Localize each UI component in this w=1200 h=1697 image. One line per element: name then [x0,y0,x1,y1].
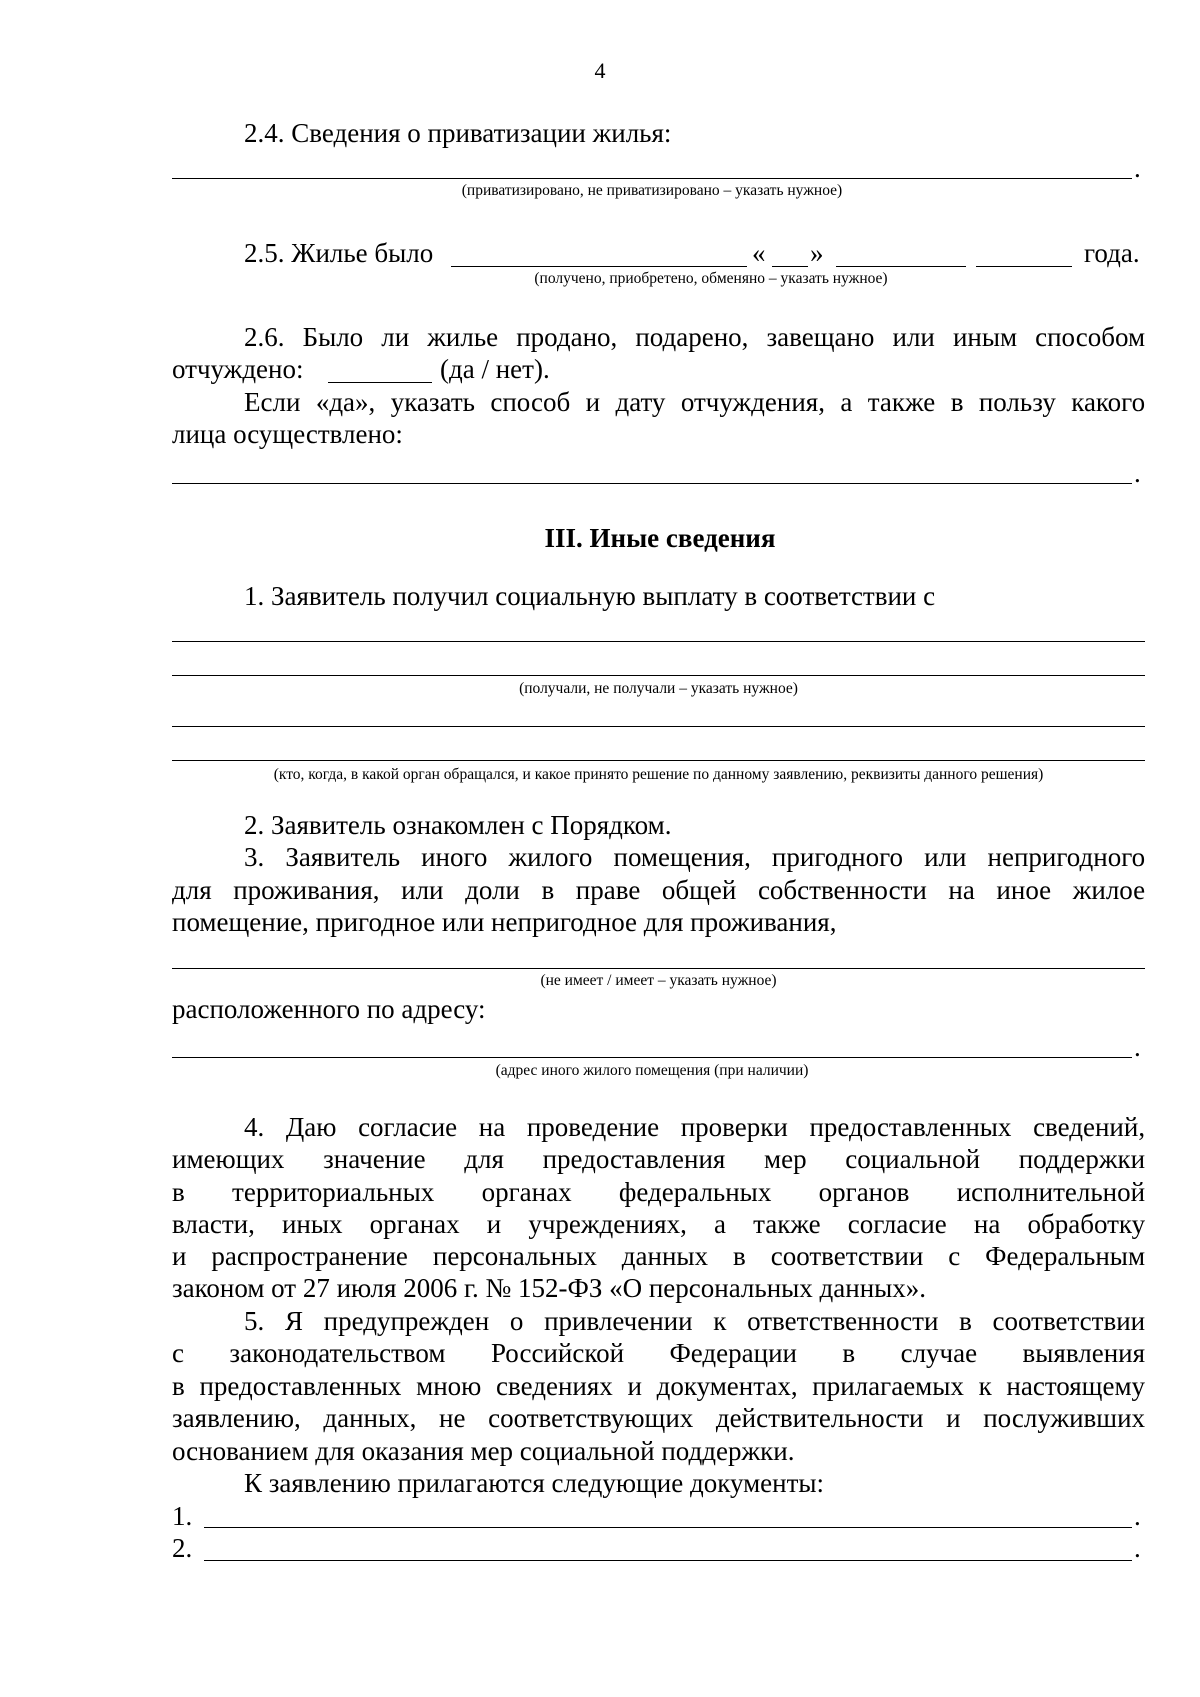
attachment-end-dot-1: . [1134,1501,1141,1531]
has-other-housing-field-line[interactable] [172,968,1145,969]
section-3-item-3-line2: для проживания, или доли в праве общей собственности на иное жилое [172,875,1146,905]
application-details-caption: (кто, когда, в какой орган обращался, и какое принято решение по данному заявлению, реквизиты данного решения) [273,766,1044,783]
year-field-line[interactable] [976,266,1072,267]
section-3-item-4-line3: в территориальных органах федеральных органов исполнительной [172,1177,1146,1207]
social-payment-field-line-4[interactable] [172,760,1145,761]
section-3-item-4-line4: власти, иных органах и учреждениях, а также согласие на обработку [172,1209,1146,1239]
social-payment-field-line-1[interactable] [172,641,1145,642]
day-field-line[interactable] [772,266,808,267]
section-3-item-5-line4: заявлению, данных, не соответствующих действительности и послуживших [172,1403,1146,1433]
section-2-6-line3: Если «да», указать способ и дату отчуждения, а также в пользу какого [244,387,1146,417]
has-other-housing-caption: (не имеет / имеет – указать нужное) [540,972,777,989]
attachments-intro: К заявлению прилагаются следующие документы: [244,1468,825,1498]
privatization-end-dot: . [1134,153,1141,183]
year-word: года. [1084,238,1140,268]
alienated-yes-no-field-line[interactable] [328,382,432,383]
quote-open: « [752,238,766,268]
privatization-field-line[interactable] [172,178,1132,179]
acquisition-caption: (получено, приобретено, обменяно – указать нужное) [534,270,888,287]
social-payment-field-line-3[interactable] [172,726,1145,727]
attachment-number-2: 2. [172,1533,193,1563]
social-payment-field-line-2[interactable] [172,675,1145,676]
section-3-item-1: 1. Заявитель получил социальную выплату в соответствии с [244,581,936,611]
other-housing-address-field-line[interactable] [172,1057,1132,1058]
quote-close: » [810,238,824,268]
page-number: 4 [594,58,606,83]
section-3-item-4-last: законом от 27 июля 2006 г. № 152-ФЗ «О персональных данных». [172,1273,927,1303]
alienation-end-dot: . [1134,458,1141,488]
section-3-item-5-line1: 5. Я предупрежден о привлечении к ответственности в соответствии [244,1306,1146,1336]
month-field-line[interactable] [836,266,966,267]
section-3-item-4-line5: и распространение персональных данных в соответствии с Федеральным [172,1241,1146,1271]
section-3-item-3-line3: помещение, пригодное или непригодное для проживания, [172,907,837,937]
section-3-item-5-line2: с законодательством Российской Федерации в случае выявления [172,1338,1146,1368]
section-3-heading: III. Иные сведения [544,523,776,553]
yes-no-hint: (да / нет). [440,354,550,384]
address-caption: (адрес иного жилого помещения (при наличии) [495,1062,809,1079]
section-2-5-lead: 2.5. Жилье было [244,238,434,268]
section-3-item-3-line1: 3. Заявитель иного жилого помещения, пригодного или непригодного [244,842,1146,872]
received-caption: (получали, не получали – указать нужное) [519,680,798,697]
section-2-6-line1: 2.6. Было ли жилье продано, подарено, завещано или иным способом [244,322,1146,352]
section-2-4-text: 2.4. Сведения о приватизации жилья: [244,118,672,148]
section-3-item-5-last: основанием для оказания мер социальной поддержки. [172,1436,795,1466]
section-2-6-line4: лица осуществлено: [172,419,403,449]
alienation-details-field-line[interactable] [172,483,1132,484]
privatization-caption: (приватизировано, не приватизировано – указать нужное) [461,182,843,199]
located-at-address: расположенного по адресу: [172,994,486,1024]
attachment-field-line-1[interactable] [204,1527,1132,1528]
section-3-item-5-line3: в предоставленных мною сведениях и документах, прилагаемых к настоящему [172,1371,1146,1401]
address-end-dot: . [1134,1032,1141,1062]
section-3-item-2: 2. Заявитель ознакомлен с Порядком. [244,810,672,840]
attachment-end-dot-2: . [1134,1533,1141,1563]
housing-acquired-field-line[interactable] [451,266,747,267]
attachment-field-line-2[interactable] [204,1560,1132,1561]
section-3-item-4-line1: 4. Даю согласие на проведение проверки предоставленных сведений, [244,1112,1146,1142]
attachment-number-1: 1. [172,1501,193,1531]
alienated-label: отчуждено: [172,354,304,384]
section-3-item-4-line2: имеющих значение для предоставления мер социальной поддержки [172,1144,1146,1174]
